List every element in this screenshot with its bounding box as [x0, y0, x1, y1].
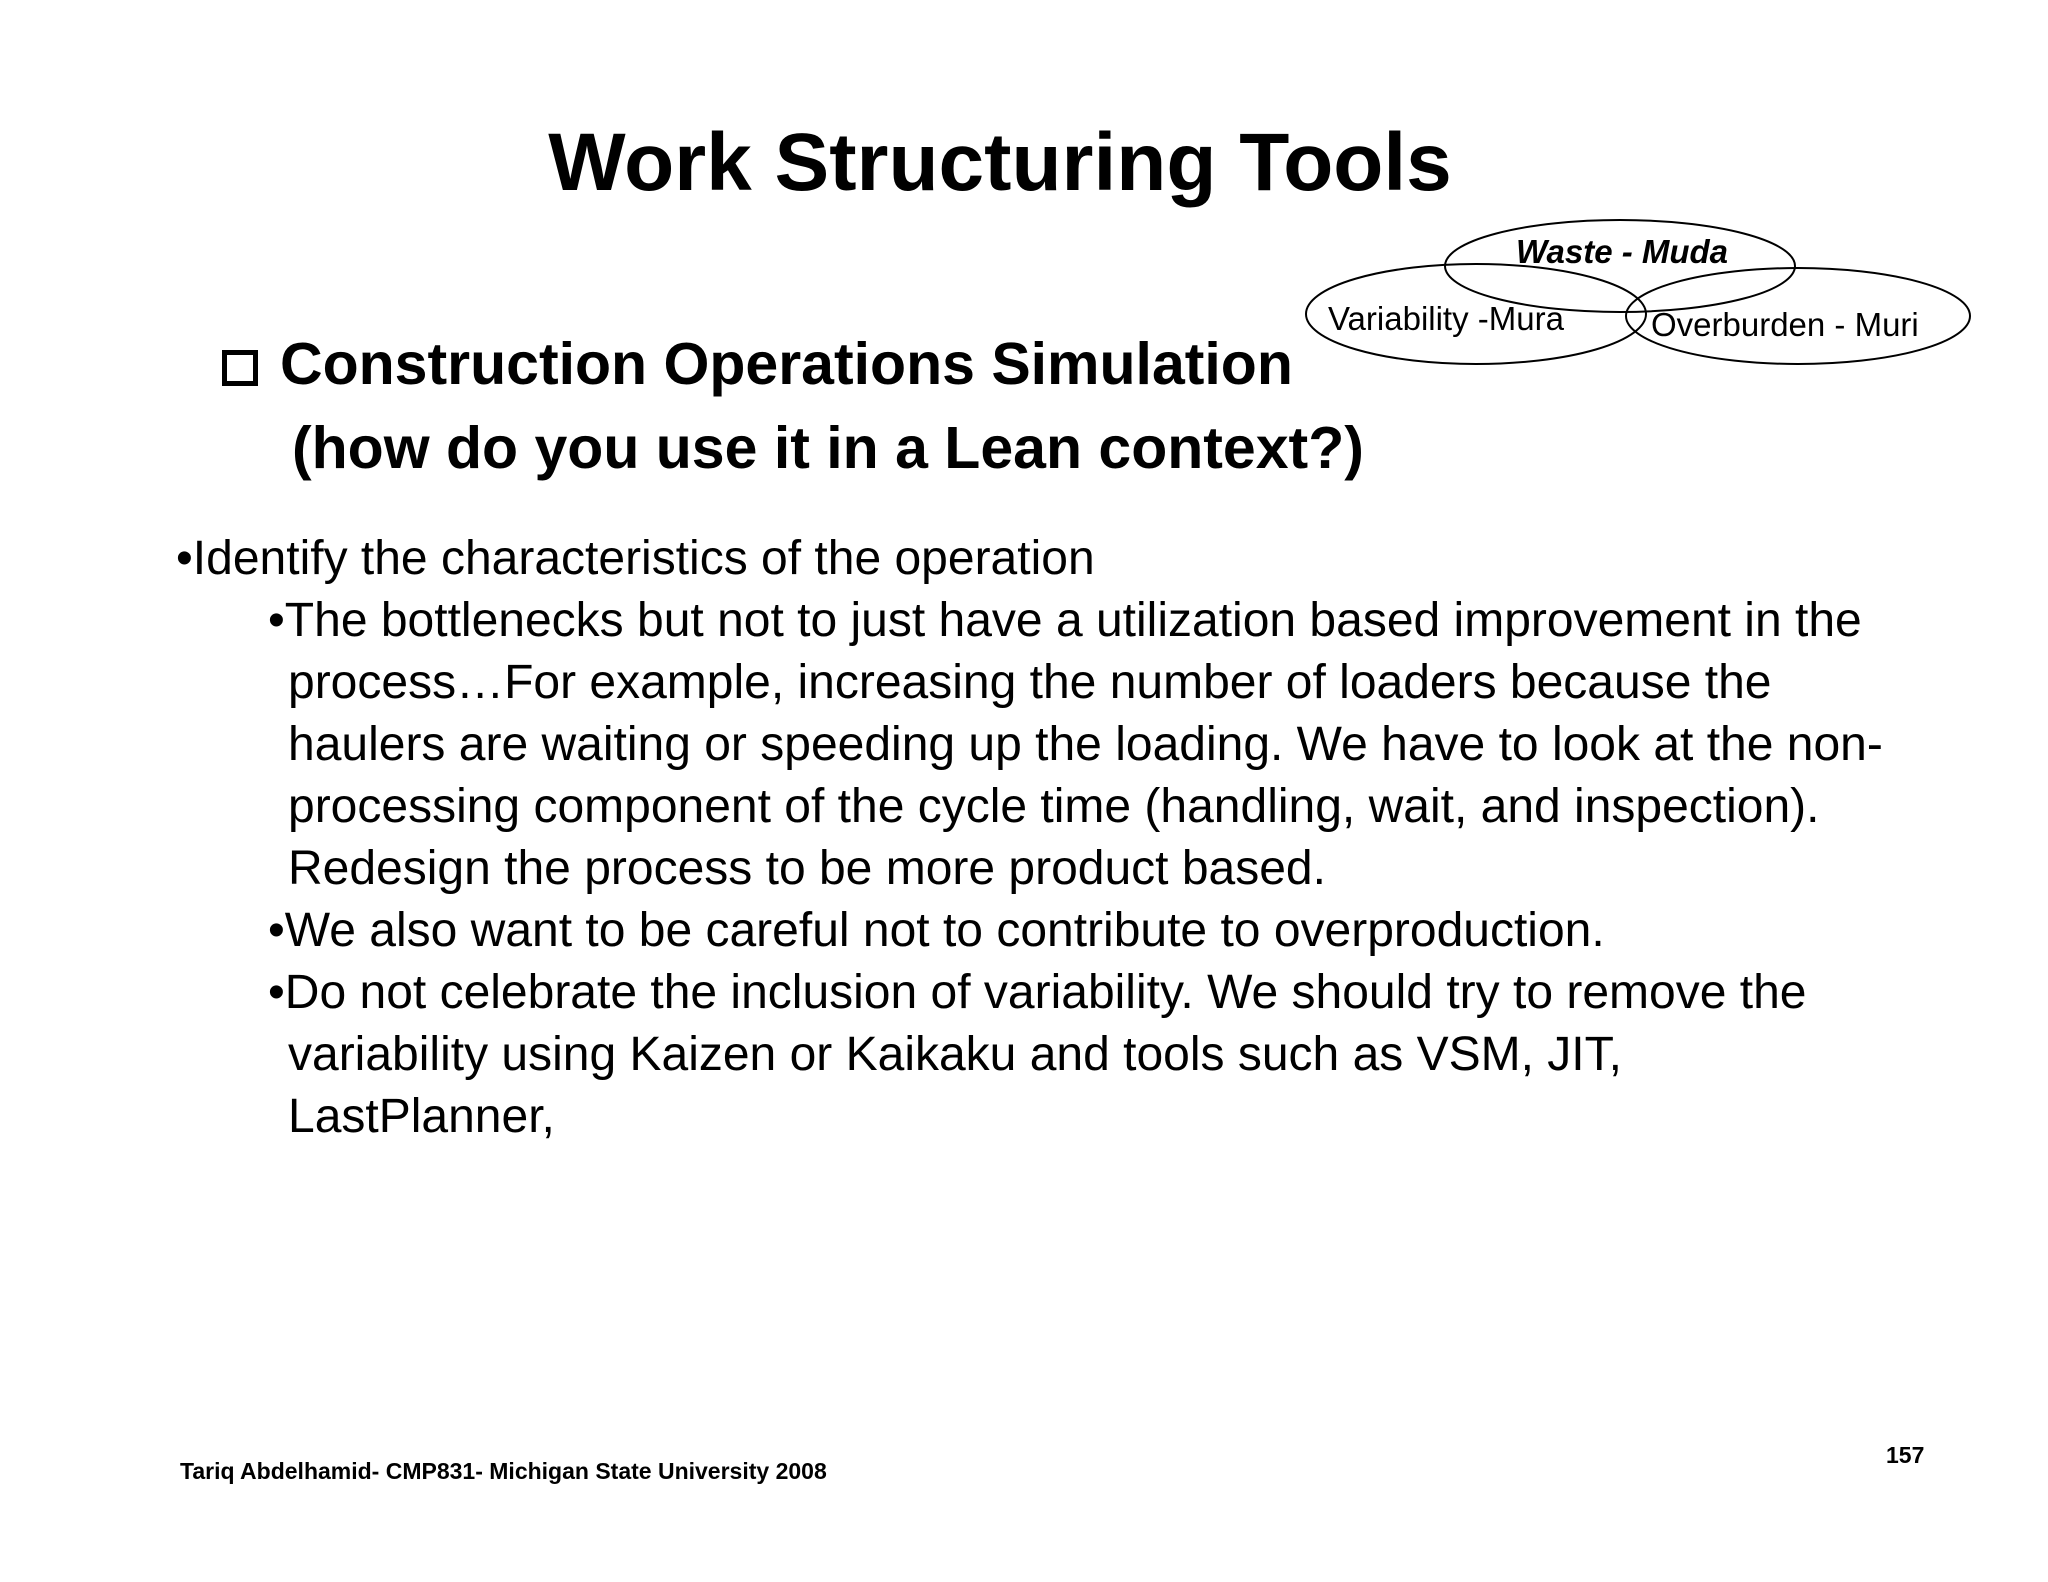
variability-mura-label: Variability -Mura	[1328, 300, 1564, 337]
page-number: 157	[1886, 1442, 1925, 1468]
overburden-muri-label: Overburden - Muri	[1651, 306, 1919, 343]
section-heading	[222, 322, 1364, 490]
bullet-main: •Identify the characteristics of the operation	[176, 532, 1095, 585]
sub-bullet-variability: •Do not celebrate the inclusion of variability. We should try to remove the variability using Kaizen or Kaikaku and tools such as VSM, JIT, LastPlanner,	[268, 966, 1807, 1143]
footer-credit: Tariq Abdelhamid- CMP831- Michigan State University 2008	[180, 1458, 827, 1484]
sub-bullet-bottlenecks: •The bottlenecks but not to just have a utilization based improvement in the process…For example, increasing the number of loaders because the haulers are waiting or speeding up the loading. We have to look at the non-processing component of the cycle time (handling, wait, and inspection). Redesign the process to be more product based.	[268, 594, 1883, 895]
heading-line-1: Construction Operations Simulation	[280, 331, 1293, 397]
bullet-list	[176, 528, 1896, 1148]
sub-bullet-overproduction: •We also want to be careful not to contribute to overproduction.	[268, 904, 1605, 957]
lean-waste-diagram	[1288, 218, 1972, 366]
heading-line-2: (how do you use it in a Lean context?)	[292, 415, 1364, 481]
waste-muda-label: Waste - Muda	[1515, 233, 1729, 270]
checkbox-bullet-icon	[222, 350, 258, 386]
slide-title: Work Structuring Tools	[548, 117, 1452, 208]
